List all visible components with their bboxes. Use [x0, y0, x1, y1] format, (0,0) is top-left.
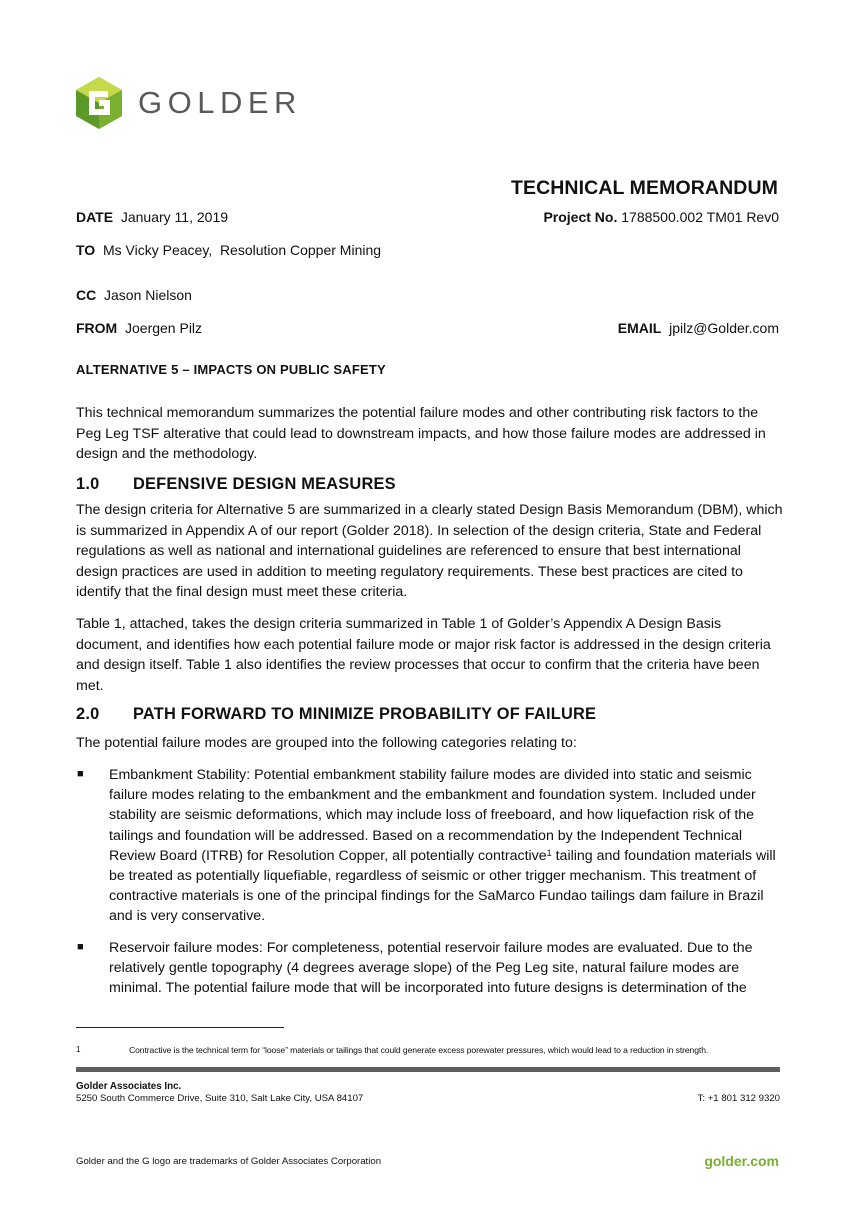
email-value[interactable]: jpilz@Golder.com	[669, 320, 779, 336]
to-label: TO	[76, 242, 96, 258]
bullet-embankment-stability	[109, 765, 784, 927]
cc-value: Jason Nielson	[104, 287, 192, 303]
from-value: Joergen Pilz	[125, 320, 203, 336]
bullet-text-b: tailing and foundation materials will be treated as potentially liquefiable, regardless of seismic or other trigger mechanism. This treatment of contractive materials is one of the principal findings for the SaMarco Fundao tailings dam failure in Brazil and is very conservative.	[109, 847, 776, 925]
golder-logo	[74, 76, 304, 130]
section-title: DEFENSIVE DESIGN MEASURES	[133, 475, 396, 493]
section-2-heading	[76, 705, 596, 724]
section-1-paragraph-2: Table 1, attached, takes the design criteria summarized in Table 1 of Golder’s Appendix A Design Basis document, and identifies how each potential failure mode or major risk factor is addressed in the design criteria and design itself. Table 1 also identifies the review processes that occur to confirm that the criteria have been met.	[76, 616, 771, 694]
project-label: Project No.	[543, 209, 618, 225]
date-value: January 11, 2019	[120, 209, 229, 225]
footer-divider	[76, 1067, 780, 1072]
cc-label: CC	[76, 287, 97, 303]
bullet-reservoir-failure	[109, 938, 784, 999]
company-phone: T: +1 801 312 9320	[697, 1093, 780, 1104]
website-link[interactable]: golder.com	[704, 1153, 779, 1169]
email-label: EMAIL	[617, 320, 662, 336]
date-label: DATE	[76, 209, 114, 225]
company-address: 5250 South Commerce Drive, Suite 310, Salt Lake City, USA 84107	[76, 1093, 364, 1104]
project-row	[543, 209, 779, 225]
date-row	[76, 209, 228, 225]
to-row	[76, 242, 381, 258]
section-title: PATH FORWARD TO MINIMIZE PROBABILITY OF FAILURE	[133, 705, 597, 723]
bullet-text-a: Embankment Stability: Potential embankment stability failure modes are divided into static and seismic failure modes relating to the embankment and the embankment and foundation system. Included under stability are seismic deformations, which may include loss of freeboard, and how liquefaction risk of the tailings and foundation will be addressed. Based on a recommendation by the Independent Technical Review Board (ITRB) for Resolution Copper, all potentially contractive	[109, 767, 756, 864]
section-2-paragraph-1: The potential failure modes are grouped into the following categories relating to:	[76, 735, 577, 751]
from-label: FROM	[76, 320, 118, 336]
company-name: Golder Associates Inc.	[76, 1081, 182, 1092]
memo-title: TECHNICAL MEMORANDUM	[510, 177, 778, 199]
intro-paragraph: This technical memorandum summarizes the potential failure modes and other contributing risk factors to the Peg Leg TSF alterative that could lead to downstream impacts, and how those failure modes are addressed in design and the methodology.	[76, 405, 766, 462]
bullet-marker: ■	[77, 768, 84, 780]
section-1-paragraph-1: The design criteria for Alternative 5 are summarized in a clearly stated Design Basis Memorandum (DBM), which is summarized in Appendix A of our report (Golder 2018). In selection of the design criteria, State and Federal regulations as well as national and international guidelines are referenced to ensure that best international design practices are used in addition to meeting regulatory requirements. These best practices are cited to identify that the final design must meet these criteria.	[76, 502, 783, 600]
trademark-notice: Golder and the G logo are trademarks of Golder Associates Corporation	[76, 1156, 382, 1167]
to-value: Ms Vicky Peacey, Resolution Copper Mining	[102, 242, 382, 258]
bullet-text-a: Reservoir failure modes: For completeness, potential reservoir failure modes are evaluated. Due to the relatively gentle topography (4 degrees average slope) of the Peg Leg site, natural failure modes are minimal. The potential failure mode that will be incorporated into future designs is determination of the	[109, 940, 753, 997]
project-value: 1788500.002 TM01 Rev0	[621, 209, 779, 225]
footnote-divider	[76, 1027, 284, 1028]
bullet-marker: ■	[77, 941, 84, 953]
cc-row	[76, 287, 192, 303]
section-number: 2.0	[76, 705, 100, 723]
section-number: 1.0	[76, 475, 100, 493]
brand-name: GOLDER	[138, 85, 302, 120]
footnote-reference[interactable]: 1	[546, 847, 552, 858]
golder-g-hexagon-icon	[74, 76, 124, 130]
footnote-number: 1	[76, 1045, 81, 1054]
memo-subject: ALTERNATIVE 5 – IMPACTS ON PUBLIC SAFETY	[76, 362, 386, 377]
from-row	[76, 320, 202, 336]
footnote-text: Contractive is the technical term for “loose” materials or tailings that could generate excess porewater pressures, which would lead to a reduction in strength.	[129, 1045, 709, 1055]
section-1-heading	[76, 475, 396, 494]
email-row	[618, 320, 779, 336]
